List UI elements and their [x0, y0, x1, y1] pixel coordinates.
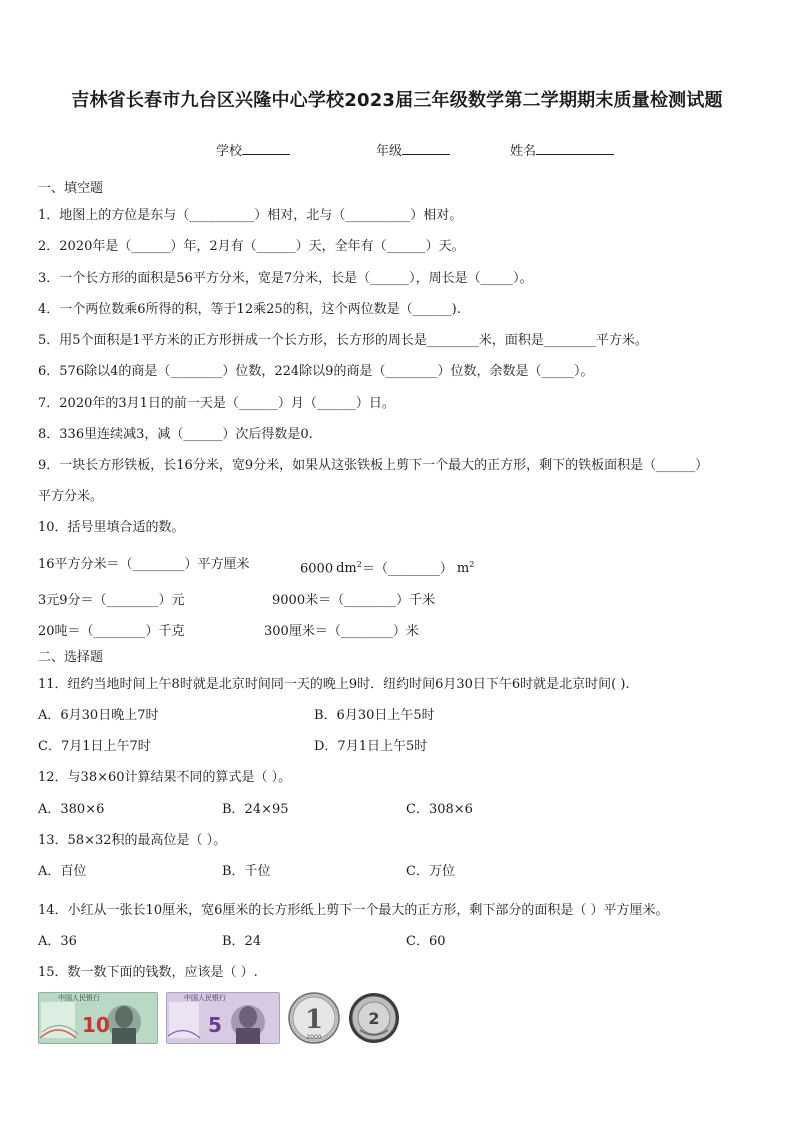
q10b-number: 6000	[300, 561, 334, 577]
one-yuan-coin-value: 1	[304, 1005, 324, 1035]
question-14-option-a: A．36	[38, 934, 77, 949]
question-12-option-b: B．24×95	[222, 802, 289, 817]
ten-yuan-banknote-image	[38, 992, 158, 1044]
question-5: 5．用5个面积是1平方米的正方形拼成一个长方形，长方形的周长是________米，面积是________平方米。	[38, 333, 648, 348]
question-12-option-c: C．308×6	[406, 802, 473, 817]
one-yuan-coin-year: 2000	[306, 1034, 322, 1041]
school-blank	[242, 140, 290, 155]
q10b-unit-m: m	[456, 561, 470, 577]
name-field	[510, 140, 614, 159]
question-10-d: 9000米＝（________）千米	[272, 593, 436, 608]
question-12-option-a: A．380×6	[38, 802, 105, 817]
five-yuan-header: 中国人民银行	[184, 994, 226, 1002]
question-4: 4．一个两位数乘6所得的积，等于12乘25的积，这个两位数是（______).	[38, 302, 461, 317]
page-title: 吉林省长春市九台区兴隆中心学校2023届三年级数学第二学期期末质量检测试题	[71, 90, 723, 111]
section-choice-heading: 二、选择题	[38, 650, 104, 665]
question-13-option-b: B．千位	[222, 864, 271, 879]
ten-yuan-header: 中国人民银行	[58, 994, 100, 1002]
question-8: 8．336里连续减3，减（______）次后得数是0.	[38, 427, 313, 442]
question-7: 7．2020年的3月1日的前一天是（______）月（______）日。	[38, 396, 395, 411]
question-10-e: 20吨＝（________）千克	[38, 624, 185, 639]
question-10-a: 16平方分米＝（________）平方厘米	[38, 557, 250, 572]
question-6: 6．576除以4的商是（________）位数，224除以9的商是（________）位数，余数是（_____）。	[38, 364, 594, 379]
question-10: 10．括号里填合适的数。	[38, 520, 185, 535]
question-9-line1: 9．一块长方形铁板，长16分米，宽9分米，如果从这张铁板上剪下一个最大的正方形，剩下的铁板面积是（______）	[38, 458, 709, 473]
question-10-c: 3元9分＝（________）元	[38, 593, 185, 608]
school-label: 学校	[216, 144, 243, 159]
grade-label: 年级	[376, 144, 403, 159]
question-13-option-a: A．百位	[38, 864, 87, 879]
school-field	[216, 140, 290, 159]
question-11-option-c: C．7月1日上午7时	[38, 739, 151, 754]
question-9-line2: 平方分米。	[38, 489, 104, 504]
two-fen-coin-value: 2	[368, 1009, 380, 1028]
q10b-exp-2: 2	[469, 560, 475, 569]
two-fen-coin-image	[348, 992, 400, 1048]
five-yuan-value: 5	[208, 1013, 222, 1037]
one-yuan-coin-image	[288, 992, 340, 1048]
q10b-exp-1: 2	[356, 560, 362, 569]
grade-blank	[402, 140, 450, 155]
question-3: 3．一个长方形的面积是56平方分米，宽是7分米，长是（______），周长是（_____）。	[38, 271, 533, 286]
question-11-option-d: D．7月1日上午5时	[314, 739, 428, 754]
q10b-equals: ＝（________）	[361, 561, 453, 577]
question-2: 2．2020年是（______）年，2月有（______）天，全年有（______）天。	[38, 239, 465, 254]
ten-yuan-value: 10	[82, 1013, 110, 1037]
question-1: 1．地图上的方位是东与（__________）相对，北与（__________）相对。	[38, 208, 463, 223]
question-11-option-a: A．6月30日晚上7时	[38, 708, 159, 723]
q10b-unit-dm: dm	[336, 561, 357, 577]
question-15: 15．数一数下面的钱数，应该是（ ）.	[38, 965, 258, 980]
question-10-f: 300厘米＝（________）米	[264, 624, 419, 639]
question-11-option-b: B．6月30日上午5时	[314, 708, 435, 723]
name-blank	[536, 140, 614, 155]
question-14-option-b: B．24	[222, 934, 262, 949]
question-14: 14．小红从一张长10厘米，宽6厘米的长方形纸上剪下一个最大的正方形，剩下部分的面积是（ ）平方厘米。	[38, 903, 669, 918]
question-12: 12．与38×60计算结果不同的算式是（ ）。	[38, 770, 292, 785]
question-14-option-c: C．60	[406, 934, 446, 949]
section-fill-blank-heading: 一、填空题	[38, 181, 104, 196]
question-13-option-c: C．万位	[406, 864, 455, 879]
question-11: 11．纽约当地时间上午8时就是北京时间同一天的晚上9时．纽约时间6月30日下午6时就是北京时间( ).	[38, 677, 630, 692]
question-13: 13．58×32积的最高位是（ ）。	[38, 833, 227, 848]
grade-field	[376, 140, 450, 159]
question-10-b	[300, 557, 474, 577]
five-yuan-banknote-image	[166, 992, 280, 1044]
name-label: 姓名	[510, 144, 537, 159]
